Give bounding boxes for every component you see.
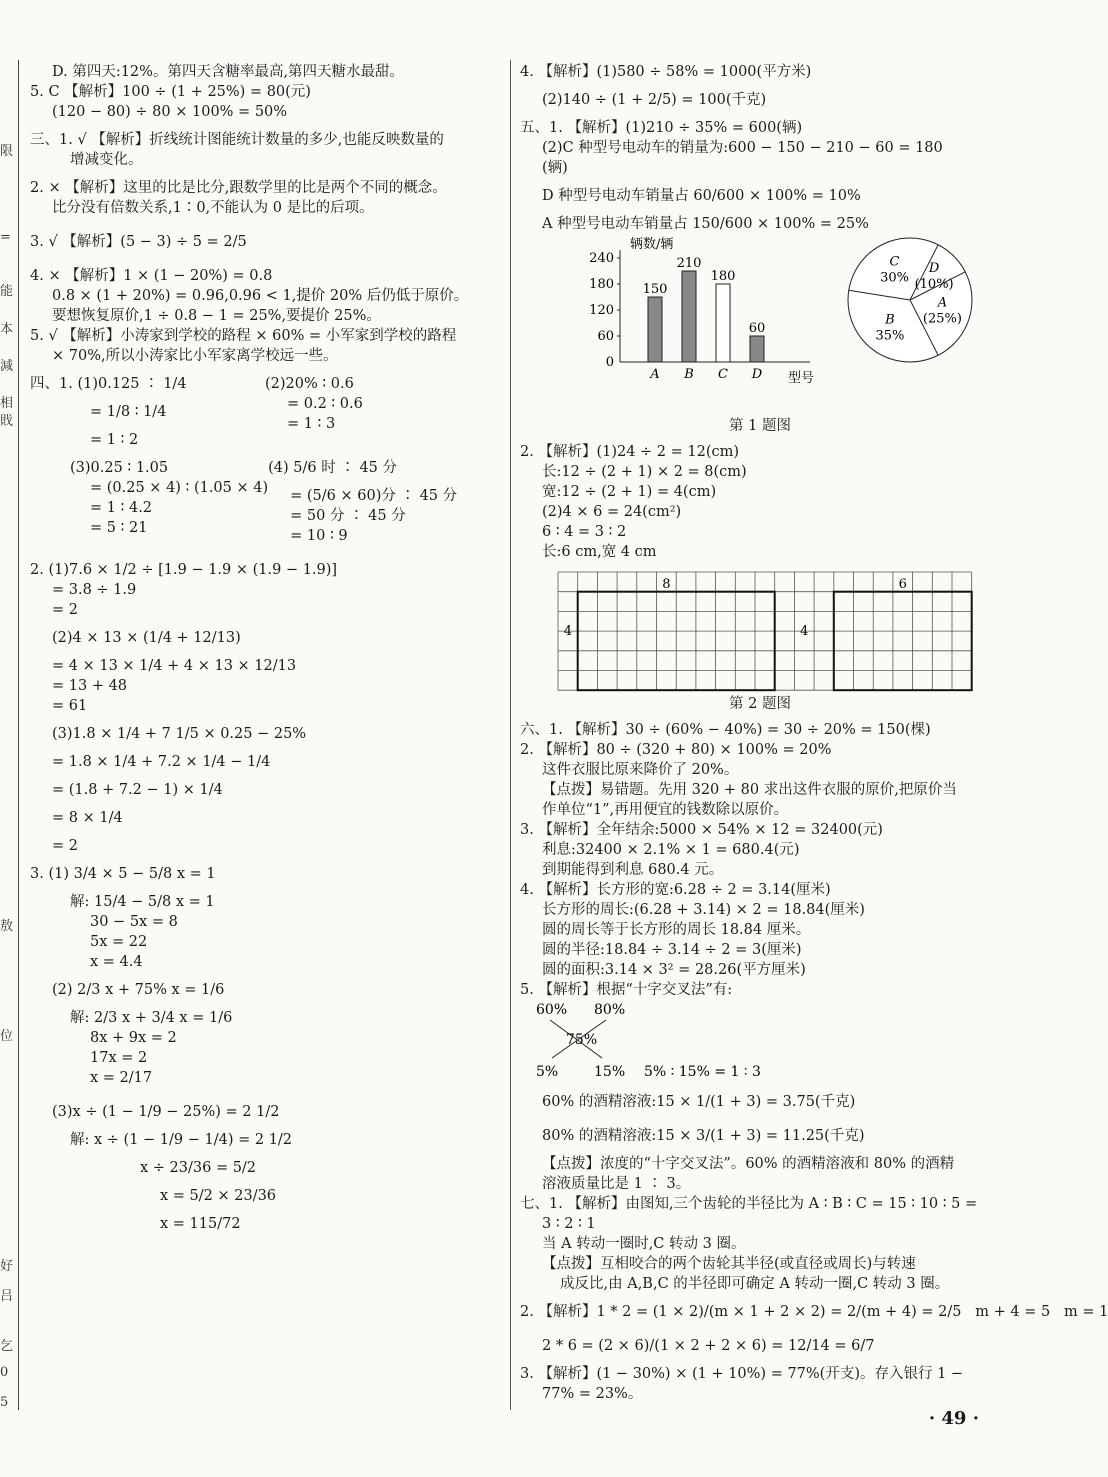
math-line: 5x = 22 [90,934,148,950]
math-line: = 0.2 ∶ 0.6 [287,396,363,412]
edge-char: 0 [0,1365,9,1380]
bar-A [648,297,662,362]
text-line: 4. 【解析】长方形的宽:6.28 ÷ 2 = 3.14(厘米) [520,882,831,898]
sales-charts [520,234,980,404]
text-line: D. 第四天:12%。第四天含糖率最高,第四天糖水最甜。 [52,64,405,80]
edge-char: 吕 [0,1289,14,1304]
math-line: 30 − 5x = 8 [90,914,178,930]
math-line: = 8 × 1/4 [52,810,123,826]
text-line: 圆的半径:18.84 ÷ 3.14 ÷ 2 = 3(厘米) [542,942,802,958]
text-line: 4. 【解析】(1)580 ÷ 58% = 1000(平方米) [520,64,812,80]
calc-block [30,560,500,856]
grid-label: 8 [662,576,671,592]
x-tick-label: C [718,367,728,382]
edge-char: 乞 [0,1339,14,1354]
rectangle-grid-figure [520,562,980,682]
left-column [30,62,500,1234]
text-line: 2. 【解析】80 ÷ (320 + 80) × 100% = 20% [520,742,832,758]
math-line: 解: x ÷ (1 − 1/9 − 1/4) = 2 1/2 [70,1132,293,1148]
edge-char: 減 [0,359,14,374]
text-line: 77% = 23%。 [542,1386,643,1402]
edge-char: 位 [0,1029,14,1044]
text-line: 3. √ 【解析】(5 − 3) ÷ 5 = 2/5 [30,234,247,250]
grid-caption: 第 2 题图 [729,696,791,712]
pie-label: A [937,295,948,311]
text-line: (120 − 80) ÷ 80 × 100% = 50% [52,104,288,120]
math-line: = 10 ∶ 9 [290,528,348,544]
edge-char: 相 [0,396,14,411]
math-line: = (0.25 × 4) ∶ (1.05 × 4) [90,480,269,496]
text-line: D 种型号电动车销量占 60/600 × 100% = 10% [542,188,861,204]
math-line: = 2 [52,838,78,854]
edge-char: = [0,230,11,245]
math-line: = 1 ∶ 3 [287,416,336,432]
math-line: x ÷ 23/36 = 5/2 [140,1160,257,1176]
chart-caption: 第 1 题图 [729,418,791,434]
text-line: 长:6 cm,宽 4 cm [542,544,657,560]
pie-pct: (25%) [922,311,962,327]
ratio-simplify-pair-2 [30,458,500,546]
text-line: 比分没有倍数关系,1∶0,不能认为 0 是比的后项。 [52,200,374,216]
text-line: 圆的周长等于长方形的周长 18.84 厘米。 [542,922,811,938]
grid-label: 4 [800,624,809,640]
text-line: (2)140 ÷ (1 + 2/5) = 100(千克) [542,92,767,108]
pie-pct: 30% [880,270,909,286]
cross-top-left: 60% [536,1002,568,1018]
edge-char: 敖 [0,919,14,934]
pie-label: D [928,260,940,276]
text-line: 2. × 【解析】这里的比是比分,跟数学里的比是两个不同的概念。 [30,180,447,196]
text-line: 溶液质量比是 1 ∶ 3。 [542,1176,691,1192]
math-line: x = 5/2 × 23/36 [160,1188,277,1204]
math-line: 17x = 2 [90,1050,148,1066]
math-line: (3)0.25 ∶ 1.05 [70,460,169,476]
x-tick-label: A [650,367,660,382]
ratio-simplify-pair-1 [30,374,500,450]
grid-label: 4 [563,624,572,640]
text-line: 增减变化。 [70,152,143,168]
text-line: 利息:32400 × 2.1% × 1 = 680.4(元) [542,842,800,858]
text-line: 三、1. √ 【解析】折线统计图能统计数量的多少,也能反映数量的 [30,132,444,148]
text-line: A 种型号电动车销量占 150/600 × 100% = 25% [542,216,869,232]
cross-bottom-left: 5% [536,1064,559,1080]
text-line: 80% 的酒精溶液:15 × 3/(1 + 3) = 11.25(千克) [542,1128,865,1144]
grid-label: 6 [898,576,907,592]
x-tick-label: D [751,367,763,382]
text-line: 六、1. 【解析】30 ÷ (60% − 40%) = 30 ÷ 20% = 150(棵) [520,722,931,738]
x-tick-label: B [684,367,694,382]
text-line: (2)4 × 6 = 24(cm²) [542,504,682,520]
text-line: 【点拨】浓度的“十字交叉法”。60% 的酒精溶液和 80% 的酒精 [542,1156,955,1172]
text-line: (2)C 种型号电动车的销量为:600 − 150 − 210 − 60 = 180 [542,140,943,156]
math-line: = 1/8 ∶ 1/4 [90,404,167,420]
math-line: = 1.8 × 1/4 + 7.2 × 1/4 − 1/4 [52,754,271,770]
text-line: 2 * 6 = (2 × 6)/(1 × 2 + 2 × 6) = 12/14 = 6/7 [542,1338,875,1354]
math-line: = 4 × 13 × 1/4 + 4 × 13 × 12/13 [52,658,297,674]
cross-center: 75% [566,1032,598,1048]
text-line: 【点拨】易错题。先用 320 + 80 求出这件衣服的原价,把原价当 [542,782,957,798]
math-line: 解: 2/3 x + 3/4 x = 1/6 [70,1010,233,1026]
math-line: = 50 分 ∶ 45 分 [290,508,406,524]
text-line: 2. 【解析】(1)24 ÷ 2 = 12(cm) [520,444,740,460]
bar-C [716,284,730,362]
math-line: = 3.8 ÷ 1.9 [52,582,137,598]
binding-edge-line [18,60,19,1410]
text-line: 当 A 转动一圈时,C 转动 3 圈。 [542,1236,746,1252]
math-line: x = 2/17 [90,1070,153,1086]
edge-char: 能 [0,284,14,299]
math-line: = 13 + 48 [52,678,128,694]
text-line: 这件衣服比原来降价了 20%。 [542,762,739,778]
math-line: 3. (1) 3/4 × 5 − 5/8 x = 1 [30,866,216,882]
rectangle-6x4 [834,592,972,691]
cross-ratio: 5% ∶ 15% = 1 ∶ 3 [644,1064,761,1080]
text-line: 【点拨】互相咬合的两个齿轮其半径(或直径或周长)与转速 [542,1256,916,1272]
bar-value-label: 210 [676,256,702,271]
equation-block [30,864,500,1234]
pie-pct: 35% [875,328,905,344]
math-line: (2) 2/3 x + 75% x = 1/6 [52,982,225,998]
cross-method-diagram [520,1000,980,1078]
pie-label: B [885,312,895,328]
math-line: x = 4.4 [90,954,143,970]
math-line: = (1.8 + 7.2 − 1) × 1/4 [52,782,223,798]
text-line: 作单位“1”,再用便宜的钱数除以原价。 [542,802,789,818]
text-line: 要想恢复原价,1 ÷ 0.8 − 1 = 25%,要提价 25%。 [52,308,381,324]
bar-value-label: 60 [748,321,766,336]
math-line: = 5 ∶ 21 [90,520,148,536]
y-axis-label: 辆数/辆 [630,237,674,252]
bar-value-label: 150 [642,282,668,297]
math-line: = 1 ∶ 4.2 [90,500,153,516]
text-line: 4. × 【解析】1 × (1 − 20%) = 0.8 [30,268,273,284]
math-line: = (5/6 × 60)分 ∶ 45 分 [290,488,458,504]
math-line: (4) 5/6 时 ∶ 45 分 [268,460,398,476]
math-line: 2. (1)7.6 × 1/2 ÷ [1.9 − 1.9 × (1.9 − 1.9)] [30,562,338,578]
text-line: 长:12 ÷ (2 + 1) × 2 = 8(cm) [542,464,747,480]
math-line: 8x + 9x = 2 [90,1030,177,1046]
math-line: (2)20% ∶ 0.6 [265,376,354,392]
text-line: 0.8 × (1 + 20%) = 0.96,0.96 < 1,提价 20% 后仍低于原价。 [52,288,469,304]
math-line: x = 115/72 [160,1216,241,1232]
bar-D [750,336,764,362]
text-line: 60% 的酒精溶液:15 × 1/(1 + 3) = 3.75(千克) [542,1094,856,1110]
edge-char: 戝 [0,414,14,429]
right-column [520,62,1108,1404]
edge-char: 本 [0,322,14,337]
math-line: 四、1. (1)0.125 ∶ 1/4 [30,376,187,392]
pie-label: C [889,254,900,270]
bar-value-label: 180 [710,269,736,284]
edge-char: 好 [0,1259,14,1274]
text-line: 5. 【解析】根据“十字交叉法”有: [520,982,733,998]
text-line: 3. 【解析】全年结余:5000 × 54% × 12 = 32400(元) [520,822,883,838]
text-line: 3 ∶ 2 ∶ 1 [542,1216,596,1232]
y-tick-label: 60 [597,329,614,344]
math-line: (3)x ÷ (1 − 1/9 − 25%) = 2 1/2 [52,1104,280,1120]
pie-pct: (10%) [914,276,954,292]
text-line: 到期能得到利息 680.4 元。 [542,862,724,878]
text-line: 6 ∶ 4 = 3 ∶ 2 [542,524,627,540]
page-number: · 49 · [928,1408,979,1429]
y-tick-label: 120 [589,303,614,318]
text-line: (辆) [542,160,568,176]
text-line: × 70%,所以小涛家比小军家离学校远一些。 [52,348,338,364]
math-line: = 1 ∶ 2 [90,432,139,448]
math-line: = 2 [52,602,78,618]
math-line: = 61 [52,698,88,714]
text-line: 七、1. 【解析】由图知,三个齿轮的半径比为 A ∶ B ∶ C = 15 ∶ 10 ∶ 5 = [520,1196,978,1212]
text-line: 五、1. 【解析】(1)210 ÷ 35% = 600(辆) [520,120,803,136]
column-divider [510,60,511,1410]
text-line: 长方形的周长:(6.28 + 3.14) × 2 = 18.84(厘米) [542,902,865,918]
text-line: 5. √ 【解析】小涛家到学校的路程 × 60% = 小军家到学校的路程 [30,328,457,344]
y-tick-label: 180 [589,277,614,292]
text-line: 5. C 【解析】100 ÷ (1 + 25%) = 80(元) [30,84,311,100]
y-tick-label: 0 [605,355,614,370]
math-line: (3)1.8 × 1/4 + 7 1/5 × 0.25 − 25% [52,726,307,742]
text-line: 3. 【解析】(1 − 30%) × (1 + 10%) = 77%(开支)。存入银行 1 − [520,1366,964,1382]
cross-bottom-right: 15% [594,1064,626,1080]
text-line: 圆的面积:3.14 × 3² = 28.26(平方厘米) [542,962,806,978]
bar-B [682,271,696,362]
x-axis-label: 型号 [788,371,815,386]
text-line: 成反比,由 A,B,C 的半径即可确定 A 转动一圈,C 转动 3 圈。 [560,1276,950,1292]
math-line: (2)4 × 13 × (1/4 + 12/13) [52,630,241,646]
text-line: 2. 【解析】1 * 2 = (1 × 2)/(m × 1 + 2 × 2) = 2/(m + 4) = 2/5 m + 4 = 5 m = 1 [520,1304,1108,1320]
cross-top-right: 80% [594,1002,626,1018]
math-line: 解: 15/4 − 5/8 x = 1 [70,894,215,910]
edge-char: 限 [0,144,14,159]
edge-char: 5 [0,1395,9,1410]
y-tick-label: 240 [589,251,614,266]
text-line: 宽:12 ÷ (2 + 1) = 4(cm) [542,484,717,500]
